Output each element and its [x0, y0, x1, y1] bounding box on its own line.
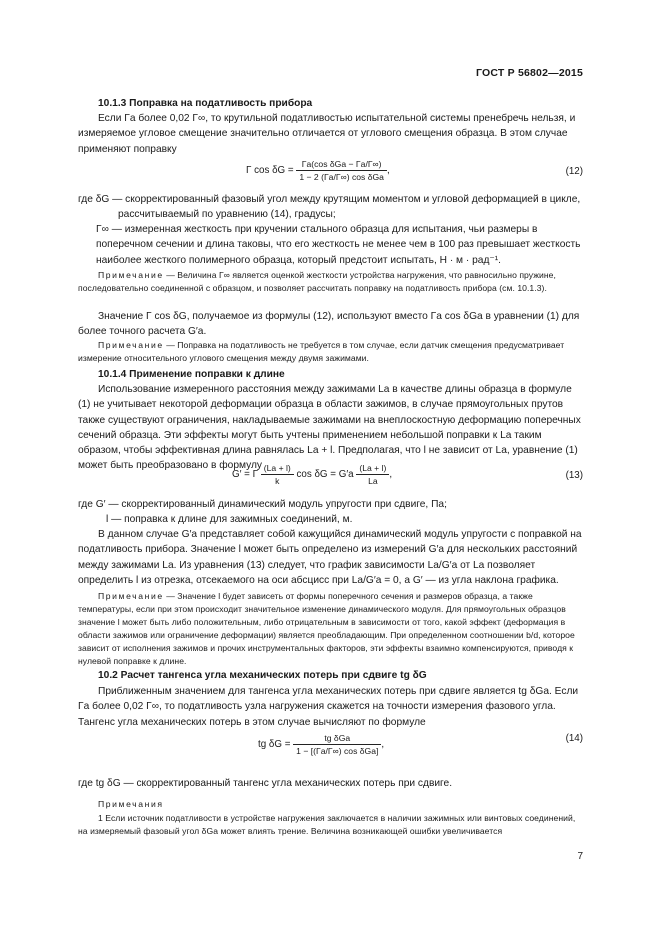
page-number: 7 [577, 851, 583, 862]
note [78, 590, 583, 668]
equation-middle: cos δG = G′a [296, 469, 354, 481]
fraction-denominator: k [275, 476, 280, 486]
equation-lhs: G′ = Γ [232, 469, 259, 481]
definition-item: где tg δG — скорректированный тангенс угла механических потерь при сдвиге. [78, 778, 453, 789]
equation-fraction [261, 462, 294, 487]
paragraph: В данном случае G′a представляет собой кажущийся динамический модуль упругости с поправкой на податливость прибора. Значение l может быть определено из измерений G′a для нескольких расстояний между зажимами La. Из уравнения (13) следует, что график зависимости La/G′a от La позволяет определить l из отрезка, отсекаемого на оси абсцисс при La/G′a = 0, а G′ — из угла наклона графика. [78, 529, 582, 586]
fraction-numerator: tg δGa [293, 732, 381, 745]
equation-fraction [296, 158, 387, 183]
paragraph: Приближенным значением для тангенса угла механических потерь при сдвиге является tg δGa. Если Γa более 0,02 Γ∞, то податливость узла нагружения скажется на точности измерения фазового угла. Тангенс угла механических потерь в этом случае вычисляют по формуле [78, 686, 579, 728]
note-text: — Величина Γ∞ является оценкой жесткости устройства нагружения, что равносильно пружине, последовательно соединенной с образцом, и позволяет рассчитать поправку на податливость прибора (см. 10.1.3). [78, 270, 556, 293]
fraction-numerator: (La + l) [356, 462, 389, 475]
definition-item [78, 222, 583, 268]
section-title-10-1-3: 10.1.3 Поправка на податливость прибора [98, 98, 313, 109]
note-text: — Поправка на податливость не требуется в том случае, если датчик смещения предусматривает измерение относительного углового смещения между двумя зажимами. [78, 340, 565, 363]
equation-number: (13) [565, 470, 583, 481]
paragraph: Использование измеренного расстояния между зажимами La в качестве длины образца в формуле (1) не учитывает некоторой деформации образца в области зажимов, в случае прямоугольных прутов также существуют ограничения, накладываемые зажимами на внеплоскостную деформацию поперечных сечений образца. Эти эффекты могут быть учтены применением небольшой поправки к La таким образом, чтобы эффективная длина равнялась La + l. Предполагая, что l не зависит от La, уравнение (1) может быть преобразовано в формулу [78, 384, 581, 472]
section-title-10-2: 10.2 Расчет тангенса угла механических потерь при сдвиге tg δG [98, 670, 427, 681]
notes-heading: Примечания [98, 799, 164, 809]
equation-lhs: tg δG = [258, 739, 291, 751]
equation-lhs: Γ cos δG = [246, 165, 294, 177]
fraction-numerator: (La + l) [261, 462, 294, 475]
note-label: Примечание [98, 340, 164, 350]
note-label: Примечание [98, 270, 164, 280]
note-text: — Значение l будет зависеть от формы поперечного сечения и размеров образца, а также температуры, если при этом происходит значительное изменение динамического модуля. Для прямоугольных образцов значение l может быть либо положительным, либо отрицательным в зависимости от того, какой эффект (деформация в области зажимов или ограничение деформации) является преобладающим. При определенном соотношении b/d, которое зависит от исполнения зажимов и прочих инструментальных факторов, эти эффекты взаимно компенсируются, приводя к нулевой поправке к длине. [78, 591, 575, 666]
note [78, 339, 583, 365]
equation-number: (14) [565, 733, 583, 744]
note-label: Примечание [98, 591, 164, 601]
standard-header: ГОСТ Р 56802—2015 [475, 67, 583, 79]
section-title-10-1-4: 10.1.4 Применение поправки к длине [98, 369, 285, 380]
fraction-denominator: La [368, 476, 378, 486]
equation-fraction [356, 462, 389, 487]
equation-number: (12) [565, 166, 583, 177]
definition-text: Γ∞ — измеренная жесткость при кручении стального образца для испытания, чьи размеры в поперечном сечении и длина таковы, что его жесткость не менее чем в 100 раз превышает жесткость наиболее жесткого полимерного образца, который предстоит испытать, Н · м · рад⁻¹. [96, 224, 581, 266]
equation-end: , [389, 469, 393, 481]
note: 1 Если источник податливости в устройстве нагружения заключается в наличии зажимных или винтовых соединений, на измеряемый фазовый угол δGa может влиять трение. Величина возникающей ошибки увеличивается [78, 813, 576, 836]
equation-13 [232, 462, 392, 487]
fraction-denominator: 1 − 2 (Γa/Γ∞) cos δGa [299, 172, 384, 182]
equation-12: Γ cos δG = $\frac{\text{Γa(cos δGa − Γa/Γ∞)}}{\text{1 − 2 (Γa/Γ∞) cos δGa}}$ , [246, 159, 390, 182]
definition-item: где G′ — скорректированный динамический модуль упругости при сдвиге, Па; [78, 499, 447, 510]
paragraph: Если Γa более 0,02 Γ∞, то крутильной податливостью испытательной системы пренебречь нельзя, и измеряемое угловое смещение значительно отличается от углового смещения образца. В этом случае применяют поправку [78, 113, 576, 155]
note [78, 269, 583, 295]
definition-item: где δG — скорректированный фазовый угол между крутящим моментом и угловой деформацией в цикле, рассчитываемый по уравнению (14), градусы; [78, 194, 581, 221]
equation-fraction [293, 732, 381, 757]
paragraph: Значение Γ cos δG, получаемое из формулы (12), используют вместо Γa cos δGa в уравнении (1) для более точного расчета G′a. [78, 311, 580, 338]
fraction-denominator: 1 − [(Γa/Γ∞) cos δGa] [296, 746, 379, 756]
fraction-numerator: Γa(cos δGa − Γa/Γ∞) [296, 158, 387, 171]
equation-14: tg δG = $\frac{\text{tg δGa}}{\text{1 − [(Γa/Γ∞) cos δGa]}}$ , [258, 733, 385, 756]
definition-item: l — поправка к длине для зажимных соединений, м. [106, 514, 353, 525]
